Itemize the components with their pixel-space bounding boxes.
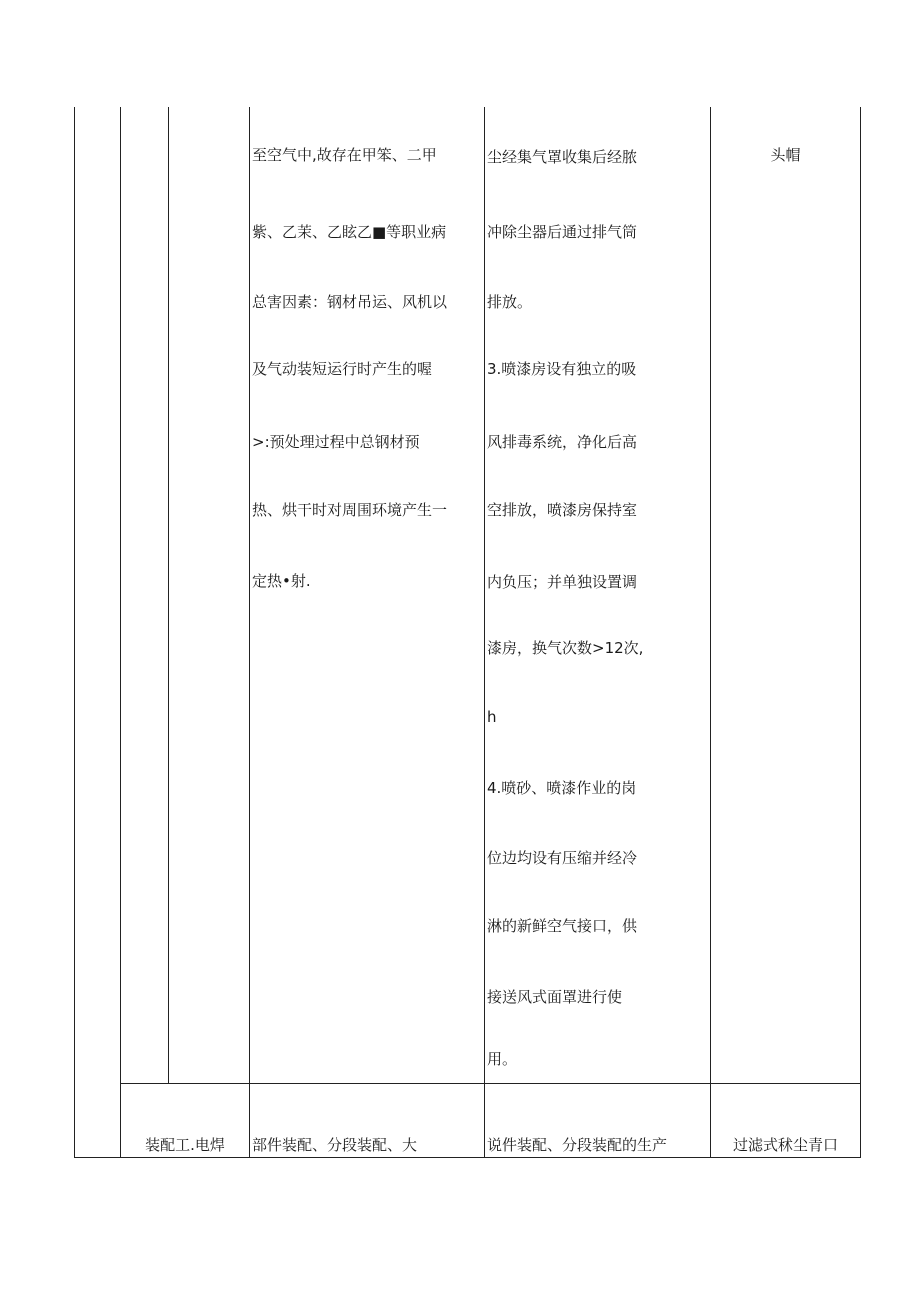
hazard-line-7: 定热•射. bbox=[252, 572, 311, 590]
measure-line-14: 用。 bbox=[487, 1050, 518, 1068]
table-border-left bbox=[74, 107, 75, 1158]
hazard-line-5: >:预处理过程中总钢材预 bbox=[252, 433, 420, 451]
table-divider-4 bbox=[484, 107, 485, 1158]
table-divider-5 bbox=[710, 107, 711, 1158]
measure-line-2: 冲除尘器后通过排气筒 bbox=[487, 223, 638, 241]
hazard-line-6: 热、烘干时对周围环境产生一 bbox=[252, 501, 448, 519]
measure-line-9: h bbox=[487, 708, 497, 726]
measure-line-11: 位边均设有压缩并经冷 bbox=[487, 849, 638, 867]
table-divider-2 bbox=[168, 107, 169, 1083]
measure-line-13: 接送风式面罩进行使 bbox=[487, 988, 623, 1006]
hazard-line-3: 总害因素：钢材吊运、风机以 bbox=[252, 293, 448, 311]
table-divider-3 bbox=[249, 107, 250, 1158]
ppe-cell: 头帽 bbox=[770, 146, 801, 164]
row-separator bbox=[120, 1083, 861, 1084]
table-border-right bbox=[860, 107, 861, 1158]
measure-line-5: 风排毒系统，净化后高 bbox=[487, 433, 638, 451]
table-divider-1 bbox=[120, 107, 121, 1158]
last-row-ppe: 过滤式秫尘青口 bbox=[732, 1136, 838, 1154]
measure-line-6: 空排放，喷漆房保持室 bbox=[487, 501, 638, 519]
last-row-measures: 说件装配、分段装配的生产 bbox=[487, 1136, 668, 1154]
measure-line-8: 漆房，换气次数>12次, bbox=[487, 639, 644, 657]
measure-line-1: 尘经集气罩收集后经脓 bbox=[487, 148, 638, 166]
measure-line-4: 3.喷漆房设有独立的吸 bbox=[487, 360, 637, 378]
table-border-bottom bbox=[74, 1157, 861, 1158]
hazard-line-1: 至空气中,故存在甲笨、二甲 bbox=[252, 146, 437, 164]
measure-line-3: 排放。 bbox=[487, 293, 533, 311]
measure-line-10: 4.喷砂、喷漆作业的岗 bbox=[487, 779, 637, 797]
measure-line-7: 内负压；并单独设置调 bbox=[487, 573, 638, 591]
last-row-hazard: 部件装配、分段装配、大 bbox=[252, 1136, 418, 1154]
hazard-line-2: 紫、乙茉、乙眩乙■等职业病 bbox=[252, 223, 447, 241]
measure-line-12: 淋的新鲜空气接口，供 bbox=[487, 917, 638, 935]
hazard-line-4: 及气动装短运行时产生的喔 bbox=[252, 360, 433, 378]
last-row-job: 装配工.电焊 bbox=[145, 1136, 225, 1154]
